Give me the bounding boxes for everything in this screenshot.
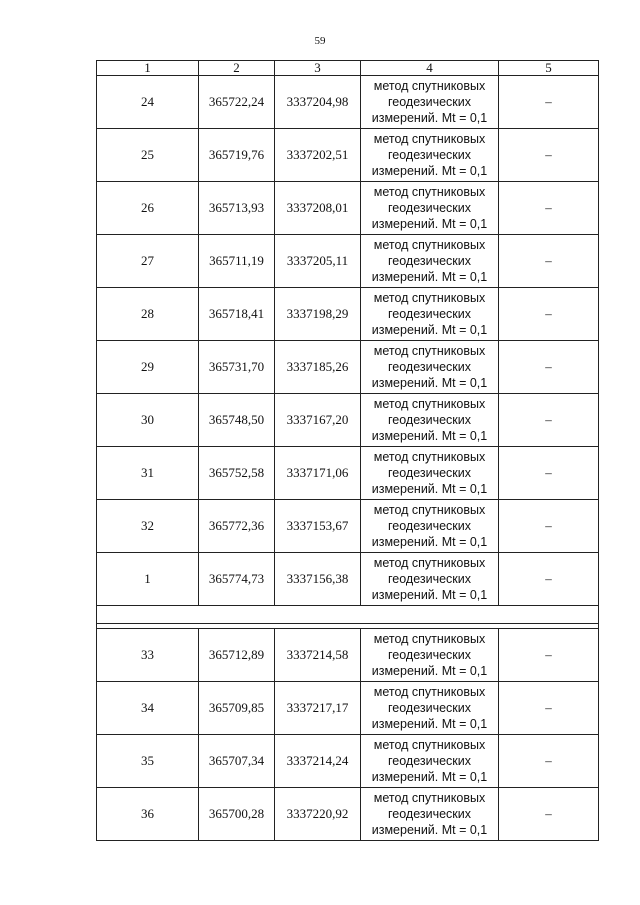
method-text-line: измерений. Mt = 0,1 <box>371 717 488 731</box>
method-text-line: метод спутниковых <box>373 397 486 411</box>
table-row <box>97 76 599 129</box>
method-text-line: геодезических <box>387 360 471 374</box>
x-coordinate-cell: 365774,73 <box>199 553 275 606</box>
table-row <box>97 182 599 235</box>
y-coordinate-cell: 3337208,01 <box>275 182 361 235</box>
y-coordinate-cell: 3337220,92 <box>275 788 361 841</box>
table-row <box>97 788 599 841</box>
table-row <box>97 288 599 341</box>
method-text-line: измерений. Mt = 0,1 <box>371 535 488 549</box>
method-text-line: метод спутниковых <box>373 344 486 358</box>
method-text-line: метод спутниковых <box>373 79 486 93</box>
column-header-3: 3 <box>275 61 361 76</box>
column-header-2: 2 <box>199 61 275 76</box>
table-row <box>97 735 599 788</box>
point-number-cell: 33 <box>97 629 199 682</box>
method-text-line: измерений. Mt = 0,1 <box>371 770 488 784</box>
dash-cell: – <box>499 129 599 182</box>
table-header-row <box>97 61 599 76</box>
method-cell <box>361 394 499 447</box>
dash-cell: – <box>499 288 599 341</box>
method-cell <box>361 553 499 606</box>
method-text-line: метод спутниковых <box>373 632 486 646</box>
method-cell <box>361 235 499 288</box>
x-coordinate-cell: 365718,41 <box>199 288 275 341</box>
method-cell <box>361 682 499 735</box>
method-text-line: метод спутниковых <box>373 132 486 146</box>
dash-cell: – <box>499 629 599 682</box>
y-coordinate-cell: 3337214,58 <box>275 629 361 682</box>
method-text-line: измерений. Mt = 0,1 <box>371 111 488 125</box>
dash-cell: – <box>499 500 599 553</box>
dash-cell: – <box>499 341 599 394</box>
method-text-line: геодезических <box>387 201 471 215</box>
y-coordinate-cell: 3337156,38 <box>275 553 361 606</box>
method-cell <box>361 500 499 553</box>
method-cell <box>361 182 499 235</box>
point-number-cell: 32 <box>97 500 199 553</box>
point-number-cell: 36 <box>97 788 199 841</box>
separator-row <box>97 606 599 624</box>
method-text-line: измерений. Mt = 0,1 <box>371 323 488 337</box>
separator-cell <box>97 606 599 624</box>
method-cell <box>361 735 499 788</box>
method-cell <box>361 341 499 394</box>
x-coordinate-cell: 365707,34 <box>199 735 275 788</box>
method-text-line: геодезических <box>387 413 471 427</box>
y-coordinate-cell: 3337185,26 <box>275 341 361 394</box>
dash-cell: – <box>499 182 599 235</box>
method-text-line: метод спутниковых <box>373 556 486 570</box>
table-row <box>97 129 599 182</box>
method-text-line: геодезических <box>387 307 471 321</box>
dash-cell: – <box>499 447 599 500</box>
point-number-cell: 35 <box>97 735 199 788</box>
table-row <box>97 341 599 394</box>
point-number-cell: 24 <box>97 76 199 129</box>
method-cell <box>361 447 499 500</box>
method-cell <box>361 629 499 682</box>
method-text-line: геодезических <box>387 648 471 662</box>
method-text-line: метод спутниковых <box>373 738 486 752</box>
x-coordinate-cell: 365712,89 <box>199 629 275 682</box>
table-row <box>97 553 599 606</box>
method-text-line: метод спутниковых <box>373 291 486 305</box>
x-coordinate-cell: 365752,58 <box>199 447 275 500</box>
method-text-line: метод спутниковых <box>373 450 486 464</box>
method-text-line: измерений. Mt = 0,1 <box>371 664 488 678</box>
page-number: 59 <box>314 35 326 47</box>
method-cell <box>361 788 499 841</box>
method-text-line: измерений. Mt = 0,1 <box>371 270 488 284</box>
method-text-line: метод спутниковых <box>373 238 486 252</box>
y-coordinate-cell: 3337205,11 <box>275 235 361 288</box>
table-row <box>97 394 599 447</box>
dash-cell: – <box>499 76 599 129</box>
point-number-cell: 26 <box>97 182 199 235</box>
x-coordinate-cell: 365719,76 <box>199 129 275 182</box>
method-text-line: геодезических <box>387 572 471 586</box>
x-coordinate-cell: 365731,70 <box>199 341 275 394</box>
method-text-line: метод спутниковых <box>373 185 486 199</box>
dash-cell: – <box>499 788 599 841</box>
column-header-5: 5 <box>499 61 599 76</box>
table-row <box>97 682 599 735</box>
method-text-line: геодезических <box>387 254 471 268</box>
x-coordinate-cell: 365700,28 <box>199 788 275 841</box>
table-row <box>97 500 599 553</box>
x-coordinate-cell: 365713,93 <box>199 182 275 235</box>
method-text-line: геодезических <box>387 701 471 715</box>
dash-cell: – <box>499 735 599 788</box>
point-number-cell: 28 <box>97 288 199 341</box>
x-coordinate-cell: 365711,19 <box>199 235 275 288</box>
dash-cell: – <box>499 235 599 288</box>
x-coordinate-cell: 365748,50 <box>199 394 275 447</box>
point-number-cell: 31 <box>97 447 199 500</box>
x-coordinate-cell: 365722,24 <box>199 76 275 129</box>
method-cell <box>361 129 499 182</box>
method-cell <box>361 76 499 129</box>
method-text-line: метод спутниковых <box>373 503 486 517</box>
y-coordinate-cell: 3337214,24 <box>275 735 361 788</box>
table-row <box>97 629 599 682</box>
table-row <box>97 447 599 500</box>
point-number-cell: 30 <box>97 394 199 447</box>
method-text-line: измерений. Mt = 0,1 <box>371 823 488 837</box>
column-header-1: 1 <box>97 61 199 76</box>
dash-cell: – <box>499 682 599 735</box>
dash-cell: – <box>499 394 599 447</box>
method-text-line: геодезических <box>387 466 471 480</box>
y-coordinate-cell: 3337171,06 <box>275 447 361 500</box>
column-header-4: 4 <box>361 61 499 76</box>
point-number-cell: 29 <box>97 341 199 394</box>
method-text-line: геодезических <box>387 807 471 821</box>
method-cell <box>361 288 499 341</box>
method-text-line: геодезических <box>387 148 471 162</box>
point-number-cell: 1 <box>97 553 199 606</box>
method-text-line: метод спутниковых <box>373 685 486 699</box>
method-text-line: измерений. Mt = 0,1 <box>371 588 488 602</box>
table-row <box>97 235 599 288</box>
method-text-line: измерений. Mt = 0,1 <box>371 482 488 496</box>
method-text-line: измерений. Mt = 0,1 <box>371 429 488 443</box>
method-text-line: измерений. Mt = 0,1 <box>371 164 488 178</box>
method-text-line: геодезических <box>387 95 471 109</box>
y-coordinate-cell: 3337153,67 <box>275 500 361 553</box>
coordinates-table <box>96 60 599 841</box>
y-coordinate-cell: 3337204,98 <box>275 76 361 129</box>
y-coordinate-cell: 3337202,51 <box>275 129 361 182</box>
dash-cell: – <box>499 553 599 606</box>
y-coordinate-cell: 3337198,29 <box>275 288 361 341</box>
y-coordinate-cell: 3337217,17 <box>275 682 361 735</box>
method-text-line: геодезических <box>387 519 471 533</box>
y-coordinate-cell: 3337167,20 <box>275 394 361 447</box>
method-text-line: геодезических <box>387 754 471 768</box>
point-number-cell: 34 <box>97 682 199 735</box>
point-number-cell: 27 <box>97 235 199 288</box>
method-text-line: метод спутниковых <box>373 791 486 805</box>
method-text-line: измерений. Mt = 0,1 <box>371 376 488 390</box>
point-number-cell: 25 <box>97 129 199 182</box>
method-text-line: измерений. Mt = 0,1 <box>371 217 488 231</box>
x-coordinate-cell: 365709,85 <box>199 682 275 735</box>
x-coordinate-cell: 365772,36 <box>199 500 275 553</box>
